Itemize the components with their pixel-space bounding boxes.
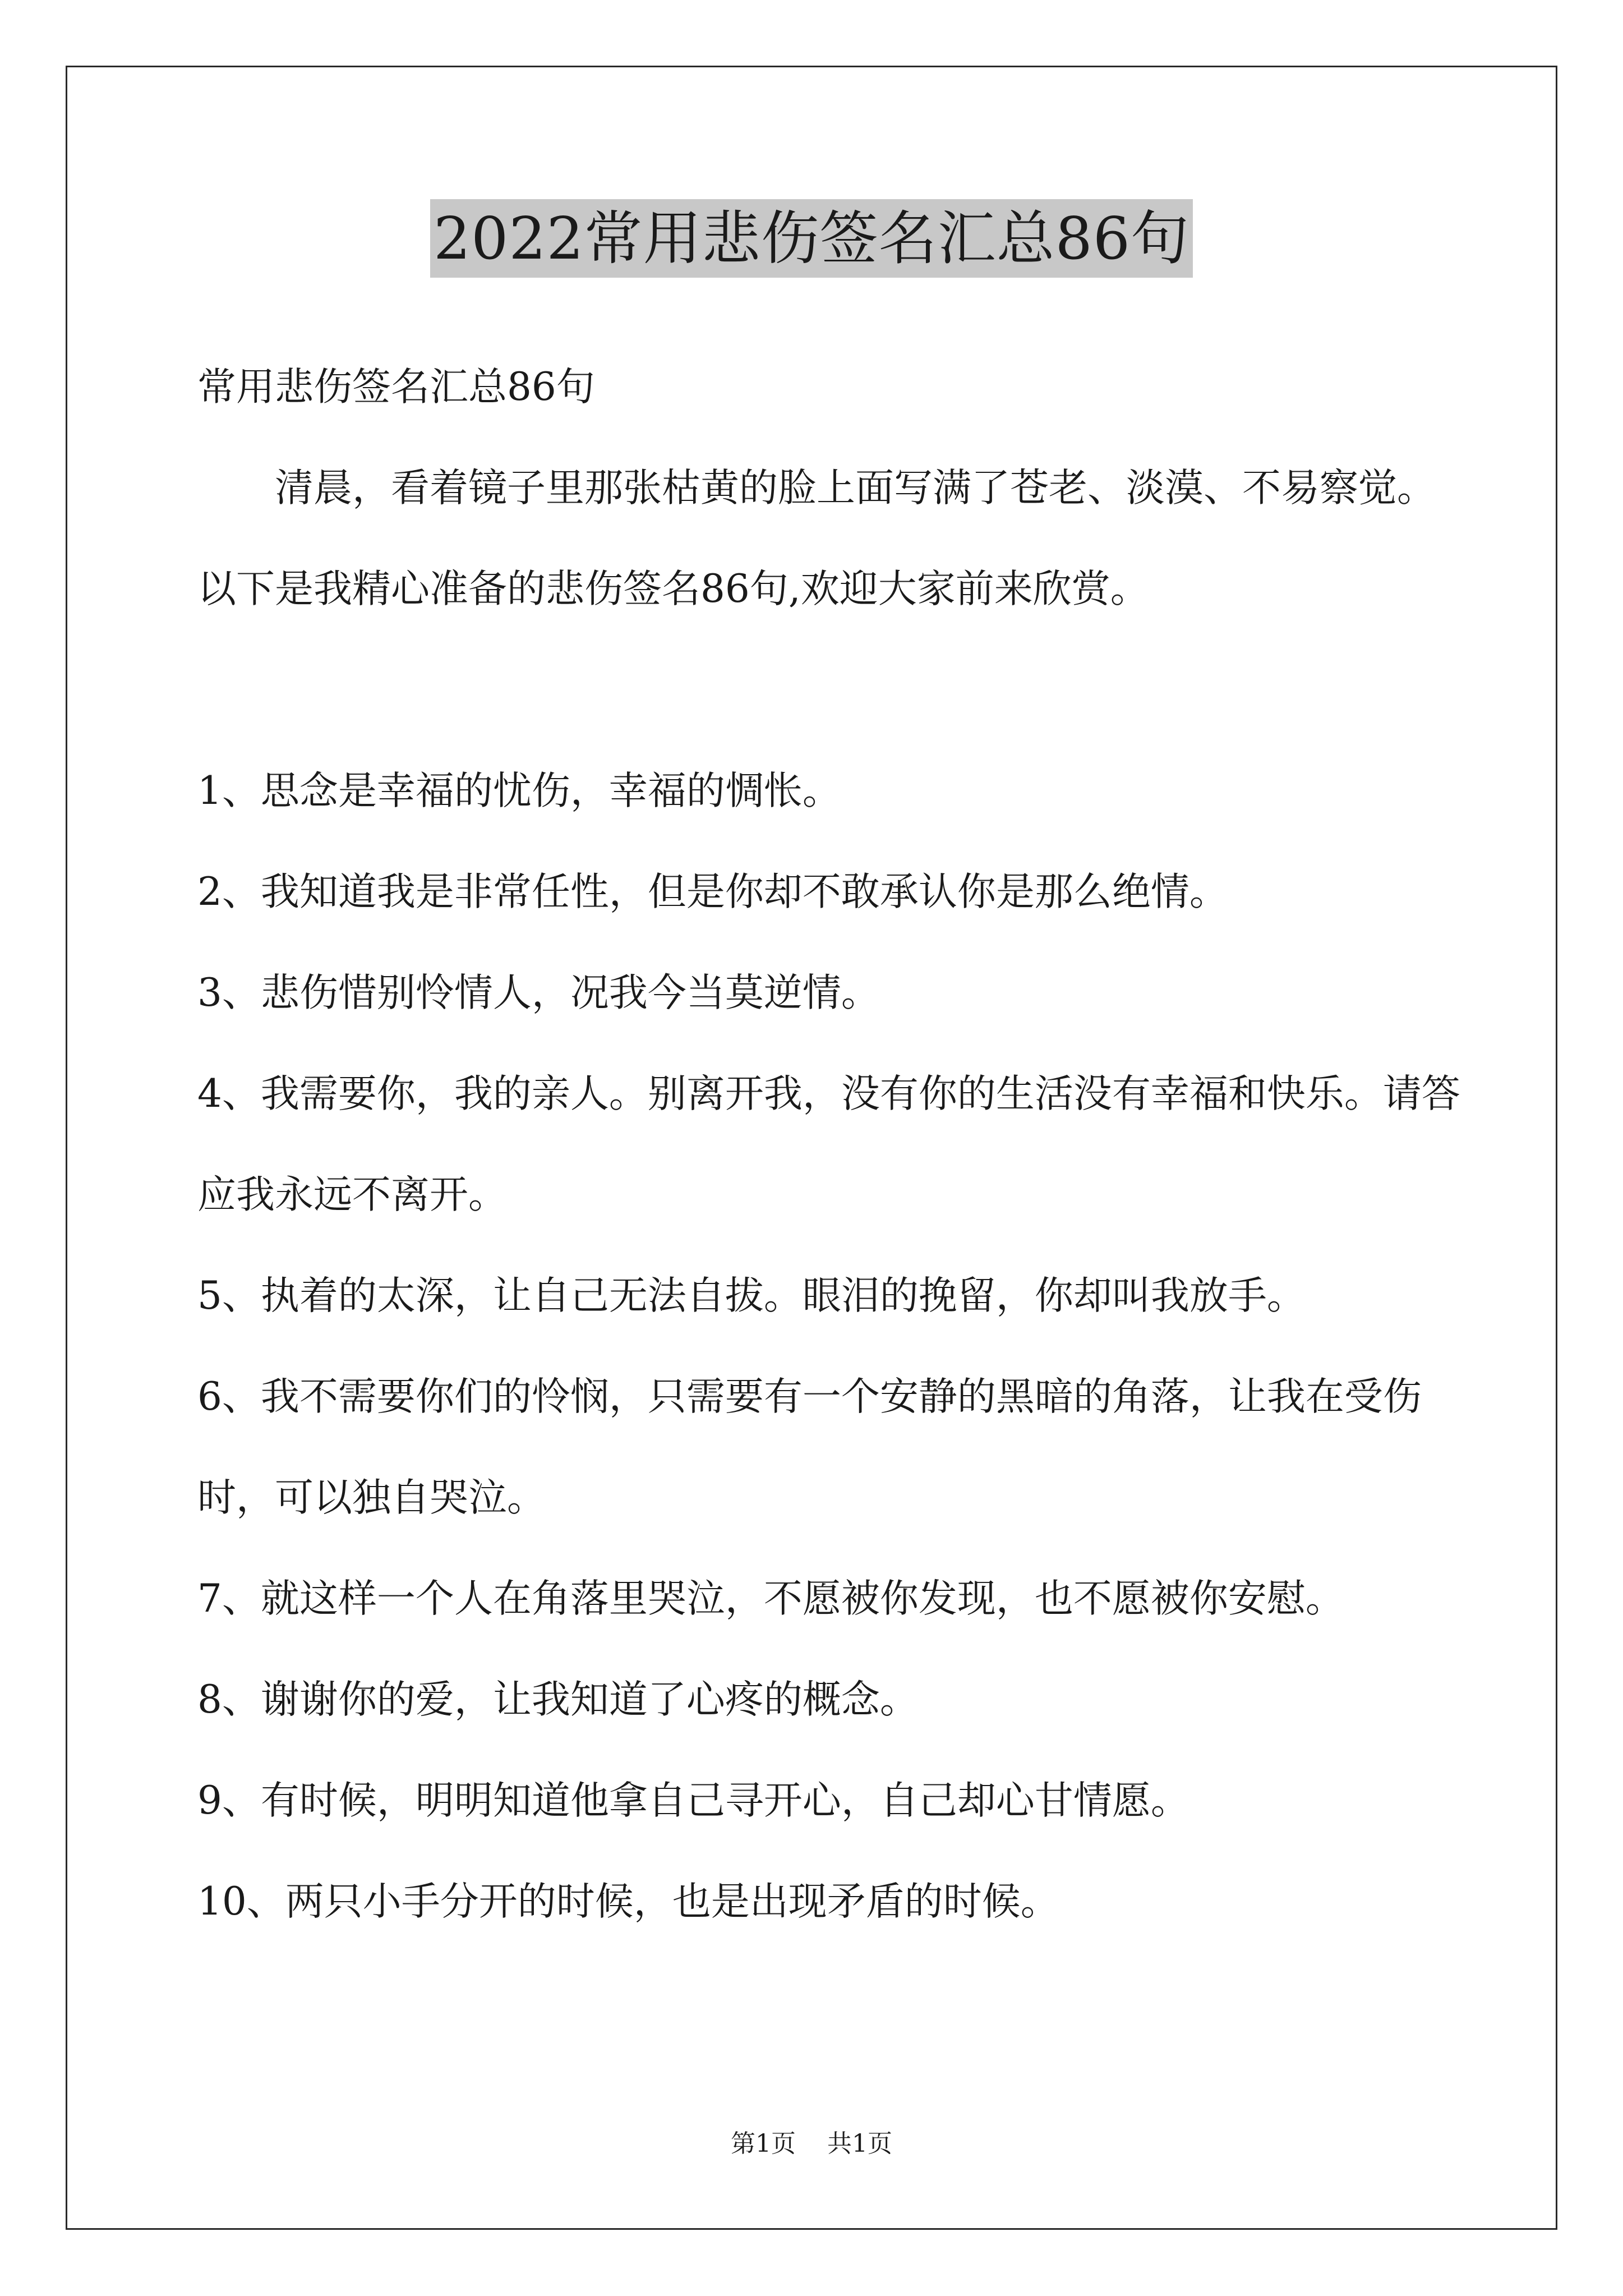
list-item: 6、我不需要你们的怜悯，只需要有一个安静的黑暗的角落，让我在受伤时，可以独自哭泣。 [197,1374,1422,1520]
document-body [197,337,1470,1952]
list-item: 3、悲伤惜别怜情人，况我今当莫逆情。 [197,970,880,1015]
list-item: 8、谢谢你的爱，让我知道了心疼的概念。 [197,1677,919,1722]
document-subtitle: 常用悲伤签名汇总86句 [197,365,595,409]
list-item: 7、就这样一个人在角落里哭泣，不愿被你发现，也不愿被你安慰。 [197,1576,1344,1621]
list-item: 10、两只小手分开的时候，也是出现矛盾的时候。 [197,1879,1059,1924]
title-container [0,199,1623,278]
list-item: 5、执着的太深，让自己无法自拔。眼泪的挽留，你却叫我放手。 [197,1273,1306,1318]
intro-paragraph: 清晨，看着镜子里那张枯黄的脸上面写满了苍老、淡漠、不易察觉。以下是我精心准备的悲伤签名86句,欢迎大家前来欣赏。 [197,466,1436,611]
list-item: 1、思念是幸福的忧伤，幸福的惆怅。 [197,769,841,813]
list-item: 4、我需要你，我的亲人。别离开我，没有你的生活没有幸福和快乐。请答应我永远不离开。 [197,1071,1460,1217]
list-item: 9、有时候，明明知道他拿自己寻开心，自己却心甘情愿。 [197,1778,1189,1823]
list-item: 2、我知道我是非常任性，但是你却不敢承认你是那么绝情。 [197,869,1228,914]
blank-line [197,639,1470,740]
page-footer [0,2127,1623,2161]
page-total: 共1页 [827,2129,892,2158]
document-title: 2022常用悲伤签名汇总86句 [430,199,1193,278]
page-number: 第1页 [731,2129,796,2158]
